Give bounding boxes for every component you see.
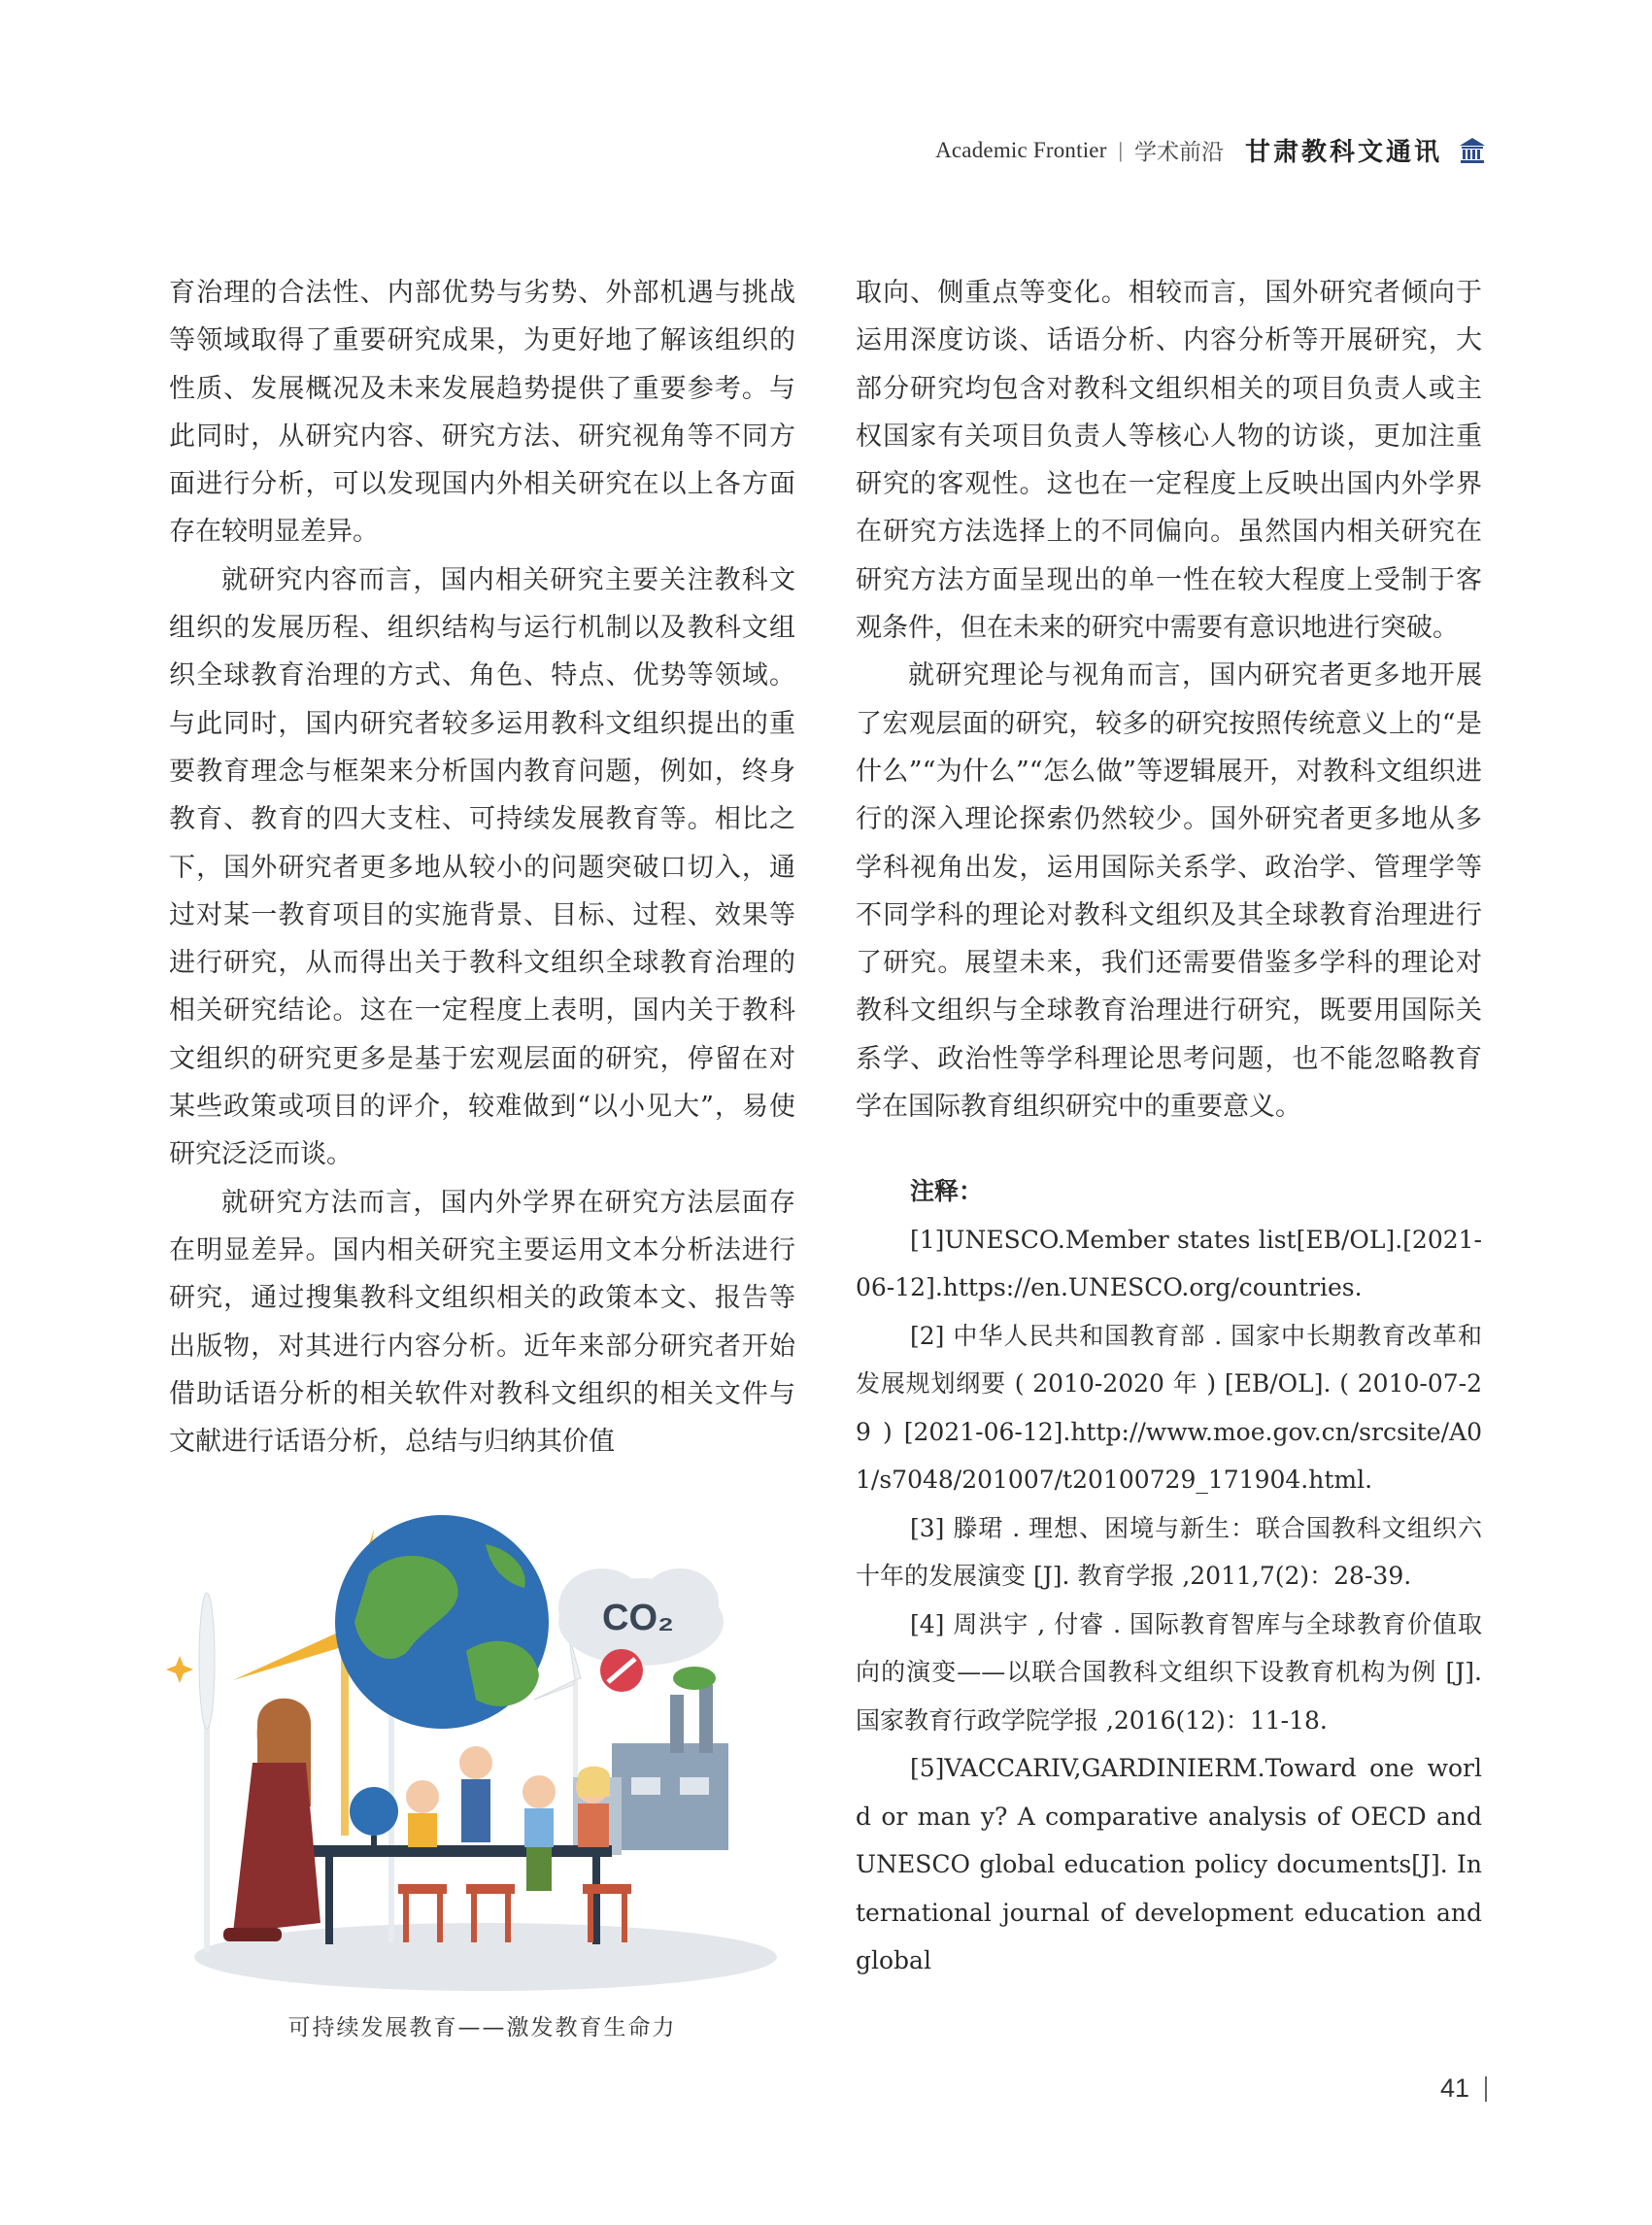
notes-heading: 注释： bbox=[910, 1177, 984, 1206]
paragraph: 就研究理论与视角而言，国内研究者更多地开展了宏观层面的研究，较多的研究按照传统意义上的“是什么”“为什么”“怎么做”等逻辑展开，对教科文组织进行的深入理论探索仍然较少。国外研究者更多地从多学科视角出发，运用国际关系学、政治学、管理学等不同学科的理论对教科文组织及其全球教育治理进行了研究。展望未来，我们还需要借鉴多学科的理论对教科文组织与全球教育治理进行研究，既要用国际关系学、政治性等学科理论思考问题，也不能忽略教育学在国际教育组织研究中的重要意义。 bbox=[856, 660, 1482, 1123]
right-column bbox=[856, 269, 1482, 1985]
reference-item: [3] 滕珺 . 理想、困境与新生：联合国教科文组织六十年的发展演变 [J]. 教育学报 ,2011,7(2)：28-39. bbox=[856, 1513, 1482, 1591]
reference-item: [2] 中华人民共和国教育部 . 国家中长期教育改革和发展规划纲要 ( 2010-2020 年 ) [EB/OL]. ( 2010-07-29 ) [2021-06-12].http://www.moe.gov.cn/srcsite/A01/s7048/201007/t20100729_171904.html. bbox=[856, 1321, 1482, 1495]
unesco-temple-icon bbox=[1458, 136, 1487, 165]
left-column bbox=[169, 269, 795, 1466]
earth-globe-icon bbox=[335, 1515, 549, 1729]
reference-item: [4] 周洪宇 , 付睿 . 国际教育智库与全球教育价值取向的演变——以联合国教科文组织下设教育机构为例 [J]. 国家教育行政学院学报 ,2016(12)：11-18. bbox=[856, 1609, 1482, 1735]
figure-caption: 可持续发展教育——激发教育生命力 bbox=[287, 2015, 677, 2040]
header-separator: | bbox=[1118, 137, 1123, 162]
page-number-divider bbox=[1485, 2076, 1487, 2102]
sparkle-icon bbox=[166, 1656, 193, 1683]
journal-title: 甘肃教科文通讯 bbox=[1244, 138, 1442, 167]
sustainable-education-illustration bbox=[165, 1515, 796, 2001]
section-title-cn: 学术前沿 bbox=[1133, 140, 1224, 165]
reference-item: [5]VACCARIV,GARDINIERM.Toward one world or man y? A comparative analysis of OECD and UNESCO global education policy documents[J]. International journal of development education and global bbox=[856, 1754, 1482, 1975]
paragraph: 就研究方法而言，国内外学界在研究方法层面存在明显差异。国内相关研究主要运用文本分析法进行研究，通过搜集教科文组织相关的政策本文、报告等出版物，对其进行内容分析。近年来部分研究者开始借助话语分析的相关软件对教科文组织的相关文件与文献进行话语分析，总结与归纳其价值 bbox=[169, 1187, 795, 1458]
paragraph: 育治理的合法性、内部优势与劣势、外部机遇与挑战等领域取得了重要研究成果，为更好地了解该组织的性质、发展概况及未来发展趋势提供了重要参考。与此同时，从研究内容、研究方法、研究视角等不同方面进行分析，可以发现国内外相关研究在以上各方面存在较明显差异。 bbox=[169, 278, 795, 548]
floor-shadow bbox=[194, 1923, 777, 1991]
running-header bbox=[935, 132, 1487, 168]
page-number-value: 41 bbox=[1439, 2073, 1469, 2103]
section-title-en: Academic Frontier bbox=[935, 137, 1107, 162]
paragraph: 取向、侧重点等变化。相较而言，国外研究者倾向于运用深度访谈、话语分析、内容分析等开展研究，大部分研究均包含对教科文组织相关的项目负责人或主权国家有关项目负责人等核心人物的访谈，更加注重研究的客观性。这也在一定程度上反映出国内外学界在研究方法选择上的不同偏向。虽然国内相关研究在研究方法方面呈现出的单一性在较大程度上受制于客观条件，但在未来的研究中需要有意识地进行突破。 bbox=[856, 278, 1482, 644]
teacher-figure bbox=[223, 1699, 320, 1941]
page-number bbox=[1440, 2073, 1487, 2104]
co2-label: CO₂ bbox=[602, 1598, 674, 1638]
reference-item: [1]UNESCO.Member states list[EB/OL].[2021-06-12].https://en.UNESCO.org/countries. bbox=[856, 1225, 1482, 1302]
paragraph: 就研究内容而言，国内相关研究主要关注教科文组织的发展历程、组织结构与运行机制以及教科文组织全球教育治理的方式、角色、特点、优势等领域。与此同时，国内研究者较多运用教科文组织提出的重要教育理念与框架来分析国内教育问题，例如，终身教育、教育的四大支柱、可持续发展教育等。相比之下，国外研究者更多地从较小的问题突破口切入，通过对某一教育项目的实施背景、目标、过程、效果等进行研究，从而得出关于教科文组织全球教育治理的相关研究结论。这在一定程度上表明，国内关于教科文组织的研究更多是基于宏观层面的研究，停留在对某些政策或项目的评介，较难做到“以小见大”，易使研究泛泛而谈。 bbox=[169, 564, 795, 1170]
children-figures bbox=[406, 1746, 610, 1891]
